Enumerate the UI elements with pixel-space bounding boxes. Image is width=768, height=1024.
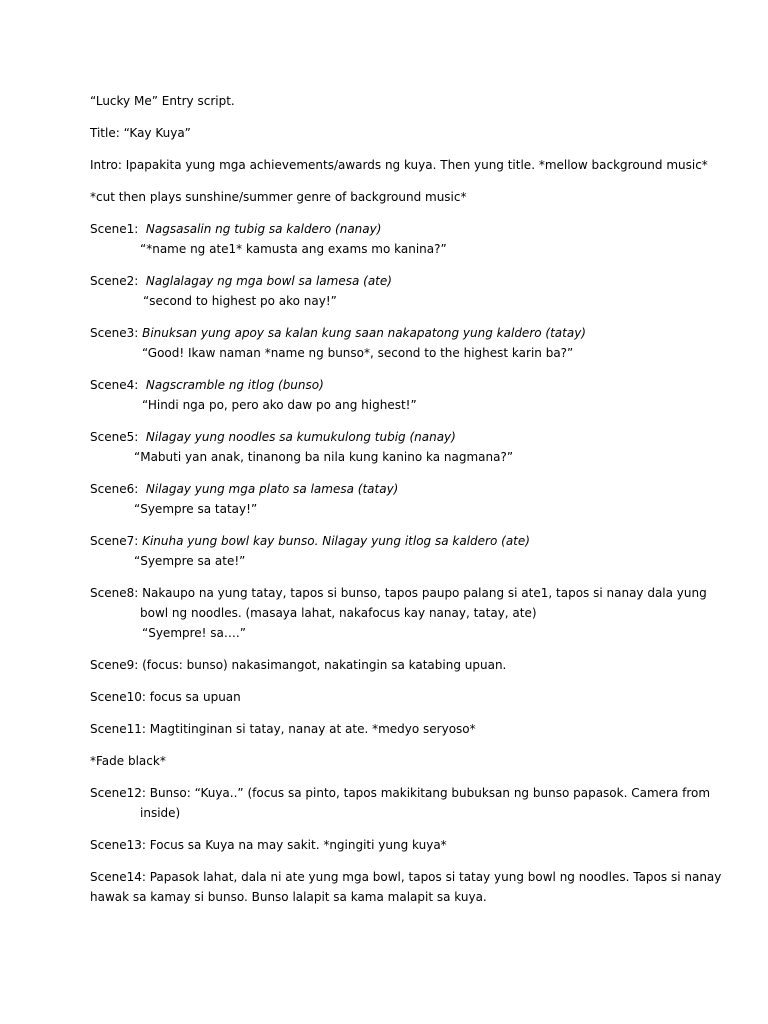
scene-9: Scene9: (focus: bunso) nakasimangot, nakatingin sa katabing upuan.: [90, 658, 507, 672]
scene-text: Scene14: Papasok lahat, dala ni ate yung mga bowl, tapos si tatay yung bowl ng noodles. Tapos si nanay: [90, 870, 722, 884]
scene-action: Kinuha yung bowl kay bunso. Nilagay yung itlog sa kaldero (ate): [142, 534, 530, 548]
scene-dialogue: “Hindi nga po, pero ako daw po ang highest!”: [142, 398, 417, 412]
scene-text: Scene12: Bunso: “Kuya..” (focus sa pinto, tapos makikitang bubuksan ng bunso papasok. Camera from: [90, 786, 711, 800]
scene-8: [90, 583, 710, 643]
scene-dialogue: “*name ng ate1* kamusta ang exams mo kanina?”: [140, 242, 447, 256]
scene-action: Nilagay yung noodles sa kumukulong tubig (nanay): [145, 430, 456, 444]
scene-dialogue: “Mabuti yan anak, tinanong ba nila kung kanino ka nagmana?”: [134, 450, 514, 464]
scene-14: [90, 867, 722, 907]
scene-text-continued: inside): [140, 806, 181, 820]
scene-label: Scene7:: [90, 534, 139, 548]
script-header: “Lucky Me” Entry script.: [90, 94, 235, 108]
scene-dialogue: “Syempre sa tatay!”: [134, 502, 258, 516]
scene-dialogue: “Good! Ikaw naman *name ng bunso*, second to the highest karin ba?”: [142, 346, 574, 360]
scene-text: Scene8: Nakaupo na yung tatay, tapos si bunso, tapos paupo palang si ate1, tapos si nanay dala yung: [90, 586, 707, 600]
intro-paragraph: Intro: Ipapakita yung mga achievements/awards ng kuya. Then yung title. *mellow background music*: [90, 158, 708, 172]
scene-6: [90, 479, 710, 519]
scene-2: [90, 271, 710, 311]
scene-13: Scene13: Focus sa Kuya na may sakit. *ngingiti yung kuya*: [90, 838, 447, 852]
scene-label: Scene2:: [90, 274, 139, 288]
scene-dialogue: “Syempre! sa….”: [142, 626, 246, 640]
scene-7: [90, 531, 710, 571]
scene-4: [90, 375, 710, 415]
scene-11: Scene11: Magtitinginan si tatay, nanay at ate. *medyo seryoso*: [90, 722, 476, 736]
scene-1: [90, 219, 710, 259]
scene-5: [90, 427, 710, 467]
scene-text-continued: hawak sa kamay si bunso. Bunso lalapit sa kama malapit sa kuya.: [90, 890, 487, 904]
scene-3: [90, 323, 710, 363]
script-document: [90, 91, 722, 919]
scene-12: [90, 783, 710, 823]
scene-10: Scene10: focus sa upuan: [90, 690, 241, 704]
script-title: Title: “Kay Kuya”: [90, 126, 191, 140]
scene-label: Scene4:: [90, 378, 139, 392]
cut-note: *cut then plays sunshine/summer genre of background music*: [90, 190, 467, 204]
scene-action: Nagscramble ng itlog (bunso): [145, 378, 324, 392]
scene-label: Scene5:: [90, 430, 139, 444]
scene-action: Nilagay yung mga plato sa lamesa (tatay): [145, 482, 399, 496]
scene-label: Scene1:: [90, 222, 139, 236]
scene-label: Scene3:: [90, 326, 139, 340]
scene-action: Binuksan yung apoy sa kalan kung saan nakapatong yung kaldero (tatay): [142, 326, 586, 340]
scene-text-continued: bowl ng noodles. (masaya lahat, nakafocus kay nanay, tatay, ate): [140, 606, 537, 620]
scene-dialogue: “Syempre sa ate!”: [134, 554, 246, 568]
scene-label: Scene6:: [90, 482, 139, 496]
scene-action: Naglalagay ng mga bowl sa lamesa (ate): [145, 274, 392, 288]
scene-action: Nagsasalin ng tubig sa kaldero (nanay): [145, 222, 382, 236]
scene-dialogue: “second to highest po ako nay!”: [143, 294, 337, 308]
fade-note: *Fade black*: [90, 754, 166, 768]
